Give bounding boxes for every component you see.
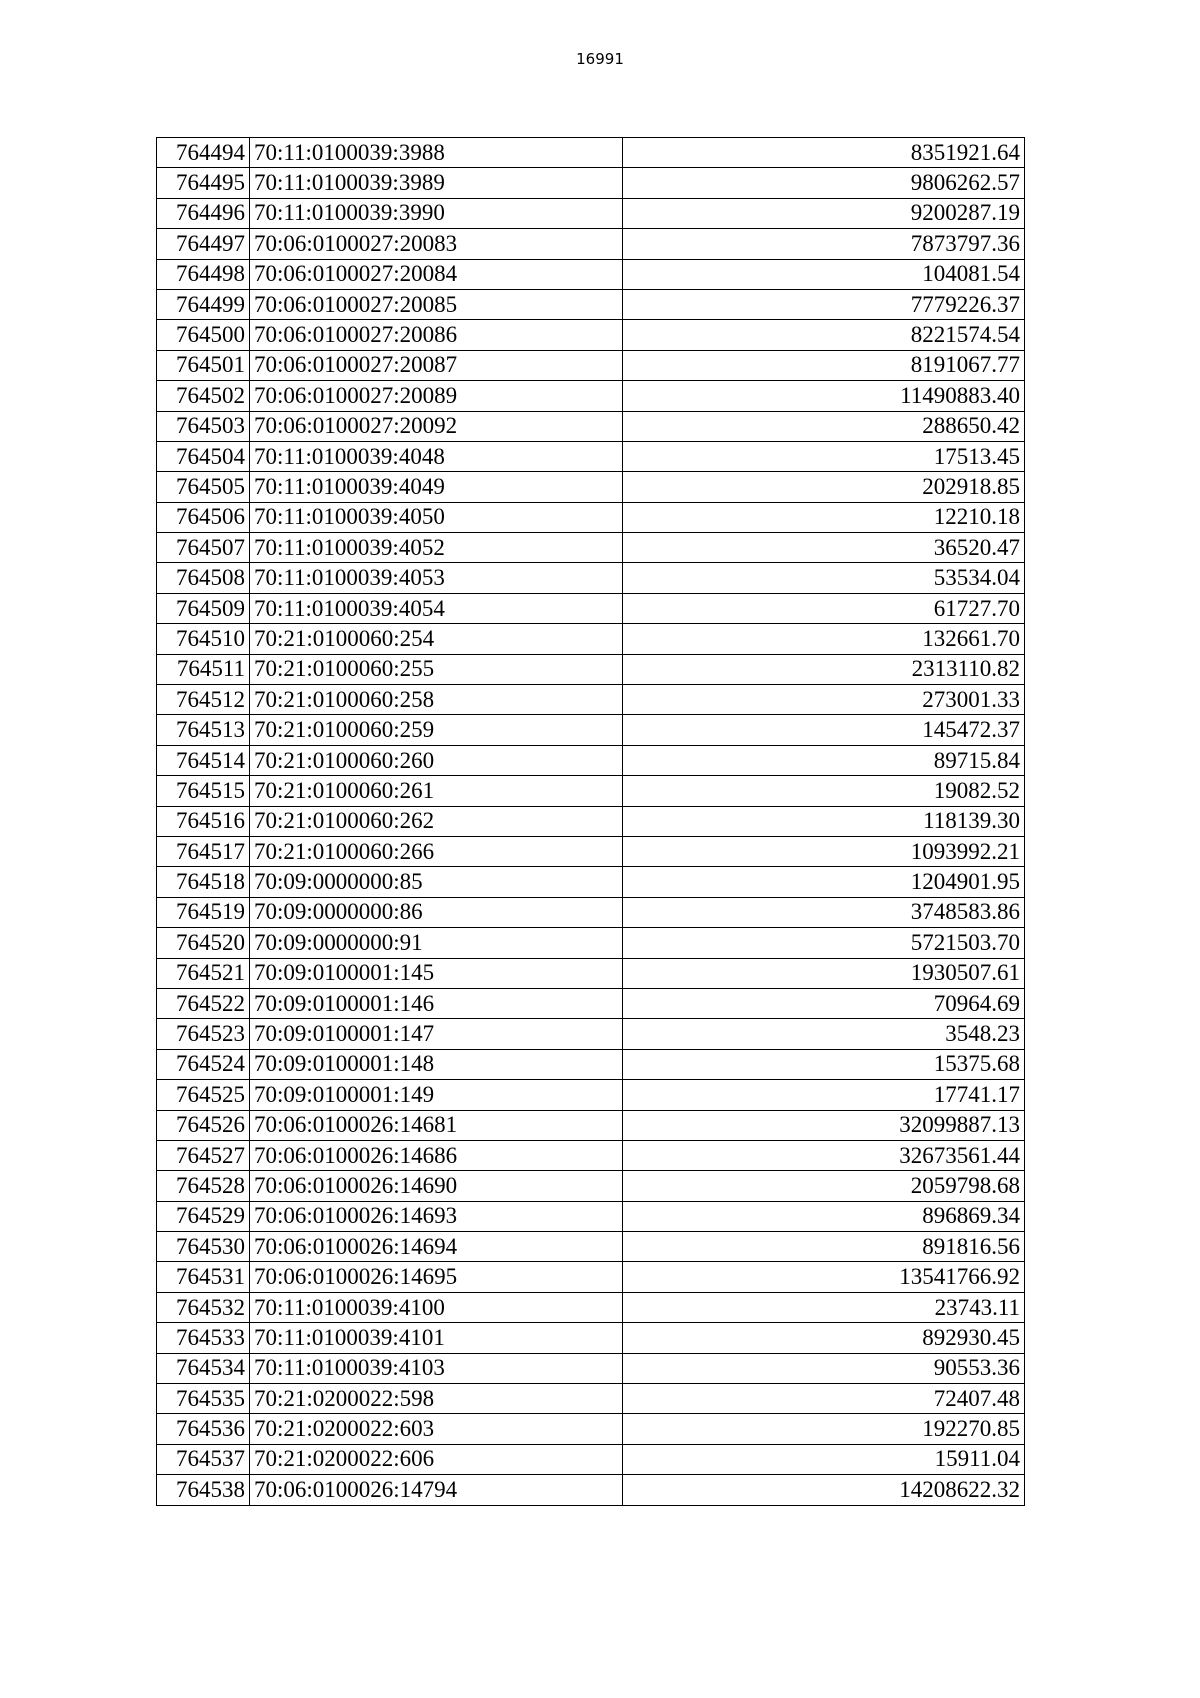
cadastral-value-cell: 72407.48	[623, 1384, 1025, 1414]
row-number-cell: 764499	[157, 289, 250, 319]
row-number-cell: 764505	[157, 472, 250, 502]
table-row	[157, 381, 1025, 411]
table-row	[157, 1019, 1025, 1049]
cadastral-number-cell: 70:21:0100060:255	[250, 654, 623, 684]
row-number-cell: 764518	[157, 867, 250, 897]
cadastral-value-cell: 90553.36	[623, 1353, 1025, 1383]
cadastral-number-cell: 70:06:0100027:20084	[250, 259, 623, 289]
cadastral-value-cell: 896869.34	[623, 1201, 1025, 1231]
table-row	[157, 1475, 1025, 1505]
row-number-cell: 764521	[157, 958, 250, 988]
table-row	[157, 1110, 1025, 1140]
cadastral-number-cell: 70:21:0100060:266	[250, 836, 623, 866]
cadastral-value-cell: 32099887.13	[623, 1110, 1025, 1140]
row-number-cell: 764508	[157, 563, 250, 593]
cadastral-value-cell: 32673561.44	[623, 1140, 1025, 1170]
row-number-cell: 764538	[157, 1475, 250, 1505]
row-number-cell: 764496	[157, 198, 250, 228]
cadastral-value-cell: 132661.70	[623, 624, 1025, 654]
table-row	[157, 198, 1025, 228]
row-number-cell: 764517	[157, 836, 250, 866]
table-row	[157, 1292, 1025, 1322]
cadastral-number-cell: 70:21:0200022:598	[250, 1384, 623, 1414]
table-row	[157, 1353, 1025, 1383]
cadastral-value-cell: 202918.85	[623, 472, 1025, 502]
row-number-cell: 764532	[157, 1292, 250, 1322]
cadastral-value-cell: 7779226.37	[623, 289, 1025, 319]
cadastral-value-cell: 8351921.64	[623, 138, 1025, 168]
row-number-cell: 764523	[157, 1019, 250, 1049]
cadastral-number-cell: 70:09:0000000:86	[250, 897, 623, 927]
row-number-cell: 764519	[157, 897, 250, 927]
cadastral-number-cell: 70:06:0100027:20085	[250, 289, 623, 319]
cadastral-number-cell: 70:11:0100039:4052	[250, 533, 623, 563]
table-row	[157, 867, 1025, 897]
table-row	[157, 593, 1025, 623]
table-row	[157, 502, 1025, 532]
row-number-cell: 764504	[157, 441, 250, 471]
cadastral-value-cell: 89715.84	[623, 745, 1025, 775]
row-number-cell: 764535	[157, 1384, 250, 1414]
cadastral-number-cell: 70:21:0100060:258	[250, 685, 623, 715]
table-row	[157, 563, 1025, 593]
cadastral-value-cell: 8191067.77	[623, 350, 1025, 380]
cadastral-number-cell: 70:06:0100027:20086	[250, 320, 623, 350]
row-number-cell: 764529	[157, 1201, 250, 1231]
cadastral-number-cell: 70:11:0100039:4103	[250, 1353, 623, 1383]
row-number-cell: 764512	[157, 685, 250, 715]
row-number-cell: 764528	[157, 1171, 250, 1201]
row-number-cell: 764494	[157, 138, 250, 168]
cadastral-value-cell: 118139.30	[623, 806, 1025, 836]
cadastral-number-cell: 70:06:0100026:14681	[250, 1110, 623, 1140]
row-number-cell: 764516	[157, 806, 250, 836]
row-number-cell: 764527	[157, 1140, 250, 1170]
table-body	[157, 138, 1025, 1506]
cadastral-value-cell: 19082.52	[623, 776, 1025, 806]
row-number-cell: 764513	[157, 715, 250, 745]
cadastral-number-cell: 70:21:0200022:606	[250, 1444, 623, 1474]
cadastral-value-cell: 23743.11	[623, 1292, 1025, 1322]
table-row	[157, 1414, 1025, 1444]
row-number-cell: 764503	[157, 411, 250, 441]
cadastral-value-cell: 9806262.57	[623, 168, 1025, 198]
table-row	[157, 1262, 1025, 1292]
table-row	[157, 1323, 1025, 1353]
cadastral-value-cell: 104081.54	[623, 259, 1025, 289]
table-row	[157, 138, 1025, 168]
table-row	[157, 259, 1025, 289]
row-number-cell: 764510	[157, 624, 250, 654]
row-number-cell: 764511	[157, 654, 250, 684]
cadastral-number-cell: 70:11:0100039:3988	[250, 138, 623, 168]
cadastral-value-cell: 3548.23	[623, 1019, 1025, 1049]
table-row	[157, 1444, 1025, 1474]
cadastral-number-cell: 70:06:0100027:20092	[250, 411, 623, 441]
cadastral-value-cell: 17513.45	[623, 441, 1025, 471]
table-row	[157, 685, 1025, 715]
row-number-cell: 764525	[157, 1080, 250, 1110]
cadastral-number-cell: 70:06:0100026:14686	[250, 1140, 623, 1170]
row-number-cell: 764514	[157, 745, 250, 775]
cadastral-number-cell: 70:11:0100039:3990	[250, 198, 623, 228]
cadastral-value-cell: 1930507.61	[623, 958, 1025, 988]
cadastral-value-cell: 192270.85	[623, 1414, 1025, 1444]
table-row	[157, 350, 1025, 380]
cadastral-number-cell: 70:09:0100001:149	[250, 1080, 623, 1110]
table-row	[157, 472, 1025, 502]
cadastral-number-cell: 70:11:0100039:4048	[250, 441, 623, 471]
table-row	[157, 1232, 1025, 1262]
cadastral-value-cell: 3748583.86	[623, 897, 1025, 927]
cadastral-number-cell: 70:11:0100039:4053	[250, 563, 623, 593]
table-row	[157, 411, 1025, 441]
table-row	[157, 1140, 1025, 1170]
row-number-cell: 764502	[157, 381, 250, 411]
cadastral-number-cell: 70:21:0100060:262	[250, 806, 623, 836]
cadastral-value-cell: 145472.37	[623, 715, 1025, 745]
table-row	[157, 289, 1025, 319]
cadastral-value-cell: 9200287.19	[623, 198, 1025, 228]
cadastral-value-cell: 17741.17	[623, 1080, 1025, 1110]
table-row	[157, 533, 1025, 563]
table-row	[157, 1384, 1025, 1414]
cadastral-number-cell: 70:09:0100001:145	[250, 958, 623, 988]
cadastral-number-cell: 70:06:0100026:14794	[250, 1475, 623, 1505]
cadastral-number-cell: 70:21:0200022:603	[250, 1414, 623, 1444]
cadastral-value-cell: 70964.69	[623, 988, 1025, 1018]
cadastral-value-cell: 1093992.21	[623, 836, 1025, 866]
cadastral-number-cell: 70:21:0100060:259	[250, 715, 623, 745]
table-row	[157, 836, 1025, 866]
cadastral-value-cell: 1204901.95	[623, 867, 1025, 897]
cadastral-value-cell: 892930.45	[623, 1323, 1025, 1353]
cadastral-value-cell: 53534.04	[623, 563, 1025, 593]
table-row	[157, 988, 1025, 1018]
cadastral-value-cell: 12210.18	[623, 502, 1025, 532]
table-row	[157, 1049, 1025, 1079]
table-row	[157, 928, 1025, 958]
cadastral-value-cell: 2313110.82	[623, 654, 1025, 684]
cadastral-value-cell: 15375.68	[623, 1049, 1025, 1079]
cadastral-number-cell: 70:06:0100026:14695	[250, 1262, 623, 1292]
table-row	[157, 1171, 1025, 1201]
cadastral-number-cell: 70:11:0100039:3989	[250, 168, 623, 198]
row-number-cell: 764495	[157, 168, 250, 198]
cadastral-number-cell: 70:06:0100027:20089	[250, 381, 623, 411]
cadastral-number-cell: 70:21:0100060:254	[250, 624, 623, 654]
cadastral-value-cell: 15911.04	[623, 1444, 1025, 1474]
cadastral-number-cell: 70:11:0100039:4100	[250, 1292, 623, 1322]
cadastral-number-cell: 70:09:0100001:147	[250, 1019, 623, 1049]
table-row	[157, 806, 1025, 836]
row-number-cell: 764497	[157, 229, 250, 259]
cadastral-number-cell: 70:09:0000000:85	[250, 867, 623, 897]
table-row	[157, 320, 1025, 350]
cadastral-number-cell: 70:11:0100039:4101	[250, 1323, 623, 1353]
row-number-cell: 764524	[157, 1049, 250, 1079]
cadastral-number-cell: 70:09:0100001:146	[250, 988, 623, 1018]
row-number-cell: 764515	[157, 776, 250, 806]
table-row	[157, 897, 1025, 927]
table-row	[157, 441, 1025, 471]
row-number-cell: 764501	[157, 350, 250, 380]
row-number-cell: 764500	[157, 320, 250, 350]
cadastral-number-cell: 70:09:0100001:148	[250, 1049, 623, 1079]
row-number-cell: 764498	[157, 259, 250, 289]
table-row	[157, 654, 1025, 684]
cadastral-value-table	[156, 137, 1025, 1506]
cadastral-value-cell: 2059798.68	[623, 1171, 1025, 1201]
cadastral-value-cell: 61727.70	[623, 593, 1025, 623]
cadastral-number-cell: 70:21:0100060:261	[250, 776, 623, 806]
row-number-cell: 764522	[157, 988, 250, 1018]
cadastral-number-cell: 70:09:0000000:91	[250, 928, 623, 958]
cadastral-number-cell: 70:11:0100039:4049	[250, 472, 623, 502]
cadastral-number-cell: 70:06:0100026:14693	[250, 1201, 623, 1231]
cadastral-value-cell: 8221574.54	[623, 320, 1025, 350]
row-number-cell: 764520	[157, 928, 250, 958]
row-number-cell: 764530	[157, 1232, 250, 1262]
cadastral-value-cell: 288650.42	[623, 411, 1025, 441]
table-row	[157, 776, 1025, 806]
table-row	[157, 715, 1025, 745]
cadastral-value-cell: 36520.47	[623, 533, 1025, 563]
cadastral-number-cell: 70:06:0100026:14690	[250, 1171, 623, 1201]
cadastral-number-cell: 70:06:0100027:20087	[250, 350, 623, 380]
row-number-cell: 764526	[157, 1110, 250, 1140]
row-number-cell: 764533	[157, 1323, 250, 1353]
table-row	[157, 229, 1025, 259]
cadastral-value-cell: 13541766.92	[623, 1262, 1025, 1292]
cadastral-value-cell: 14208622.32	[623, 1475, 1025, 1505]
row-number-cell: 764506	[157, 502, 250, 532]
table-row	[157, 958, 1025, 988]
row-number-cell: 764536	[157, 1414, 250, 1444]
cadastral-number-cell: 70:21:0100060:260	[250, 745, 623, 775]
cadastral-value-cell: 891816.56	[623, 1232, 1025, 1262]
table-row	[157, 168, 1025, 198]
table-row	[157, 745, 1025, 775]
cadastral-number-cell: 70:11:0100039:4054	[250, 593, 623, 623]
row-number-cell: 764531	[157, 1262, 250, 1292]
table-row	[157, 1080, 1025, 1110]
cadastral-number-cell: 70:06:0100026:14694	[250, 1232, 623, 1262]
cadastral-number-cell: 70:11:0100039:4050	[250, 502, 623, 532]
table-row	[157, 1201, 1025, 1231]
cadastral-value-cell: 5721503.70	[623, 928, 1025, 958]
cadastral-value-cell: 11490883.40	[623, 381, 1025, 411]
page-number: 16991	[576, 50, 624, 68]
row-number-cell: 764509	[157, 593, 250, 623]
row-number-cell: 764507	[157, 533, 250, 563]
row-number-cell: 764534	[157, 1353, 250, 1383]
cadastral-number-cell: 70:06:0100027:20083	[250, 229, 623, 259]
table-row	[157, 624, 1025, 654]
cadastral-value-cell: 7873797.36	[623, 229, 1025, 259]
row-number-cell: 764537	[157, 1444, 250, 1474]
cadastral-value-cell: 273001.33	[623, 685, 1025, 715]
